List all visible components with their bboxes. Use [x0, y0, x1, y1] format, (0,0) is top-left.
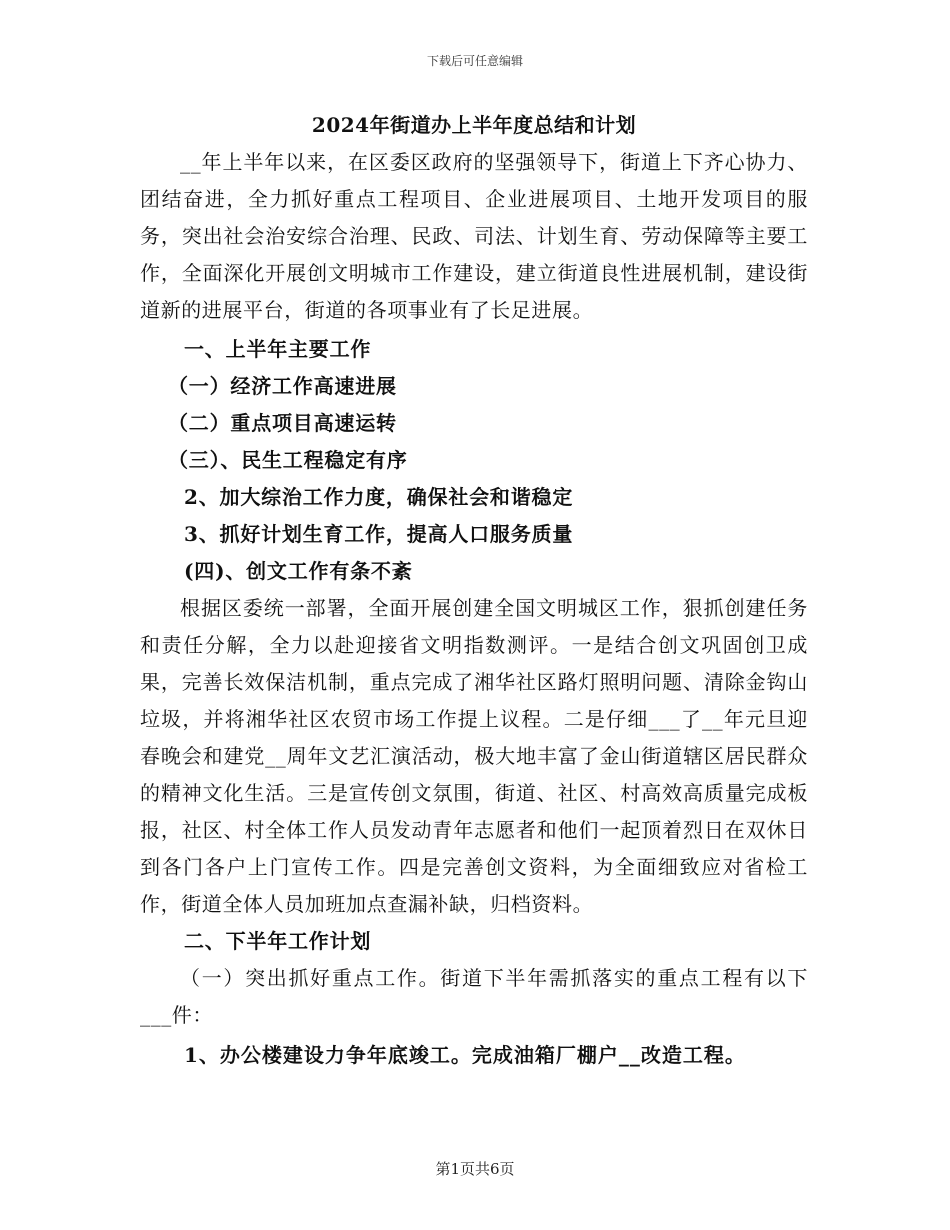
section1-body-paragraph: 根据区委统一部署，全面开展创建全国文明城区工作，狠抓创建任务和责任分解，全力以赴迎接省文明指数测评。一是结合创文巩固创卫成果，完善长效保洁机制，重点完成了湘华社区路灯照明问题、清除金钩山垃圾，并将湘华社区农贸市场工作提上议程。二是仔细___了__年元旦迎春晚会和建党__周年文艺汇演活动，极大地丰富了金山街道辖区居民群众的精神文化生活。三是宣传创文氛围，街道、社区、村高效高质量完成板报，社区、村全体工作人员发动青年志愿者和他们一起顶着烈日在双休日到各门各户上门宣传工作。四是完善创文资料，为全面细致应对省检工作，街道全体人员加班加点查漏补缺，归档资料。 [140, 596, 808, 916]
document-body [140, 110, 808, 1074]
page-number: 第1页共6页 [435, 1160, 515, 1178]
section1-item-civilization: (四)、创文工作有条不紊 [184, 559, 413, 583]
section1-heading: 一、上半年主要工作 [184, 337, 372, 361]
section2-body-paragraph: （一）突出抓好重点工作。街道下半年需抓落实的重点工程有以下___件： [140, 966, 808, 1027]
document-title: 2024年街道办上半年度总结和计划 [311, 113, 637, 137]
section1-item-livelihood: （三）、民生工程稳定有序 [168, 448, 408, 472]
section2-heading: 二、下半年工作计划 [184, 929, 372, 953]
section1-item-economy: （一）经济工作高速进展 [168, 374, 397, 398]
section1-item-family-planning: 3、抓好计划生育工作，提高人口服务质量 [184, 522, 574, 546]
section1-item-projects: （二）重点项目高速运转 [168, 411, 397, 435]
section2-item-office-building: 1、办公楼建设力争年底竣工。完成油箱厂棚户__改造工程。 [184, 1043, 746, 1067]
header-note: 下载后可任意编辑 [426, 54, 523, 68]
intro-paragraph: __年上半年以来，在区委区政府的坚强领导下，街道上下齐心协力、团结奋进，全力抓好重点工程项目、企业进展项目、土地开发项目的服务，突出社会治安综合治理、民政、司法、计划生育、劳动保障等主要工作，全面深化开展创文明城市工作建设，建立街道良性进展机制，建设街道新的进展平台，街道的各项事业有了长足进展。 [140, 150, 808, 322]
section1-item-security: 2、加大综治工作力度，确保社会和谐稳定 [184, 485, 574, 509]
